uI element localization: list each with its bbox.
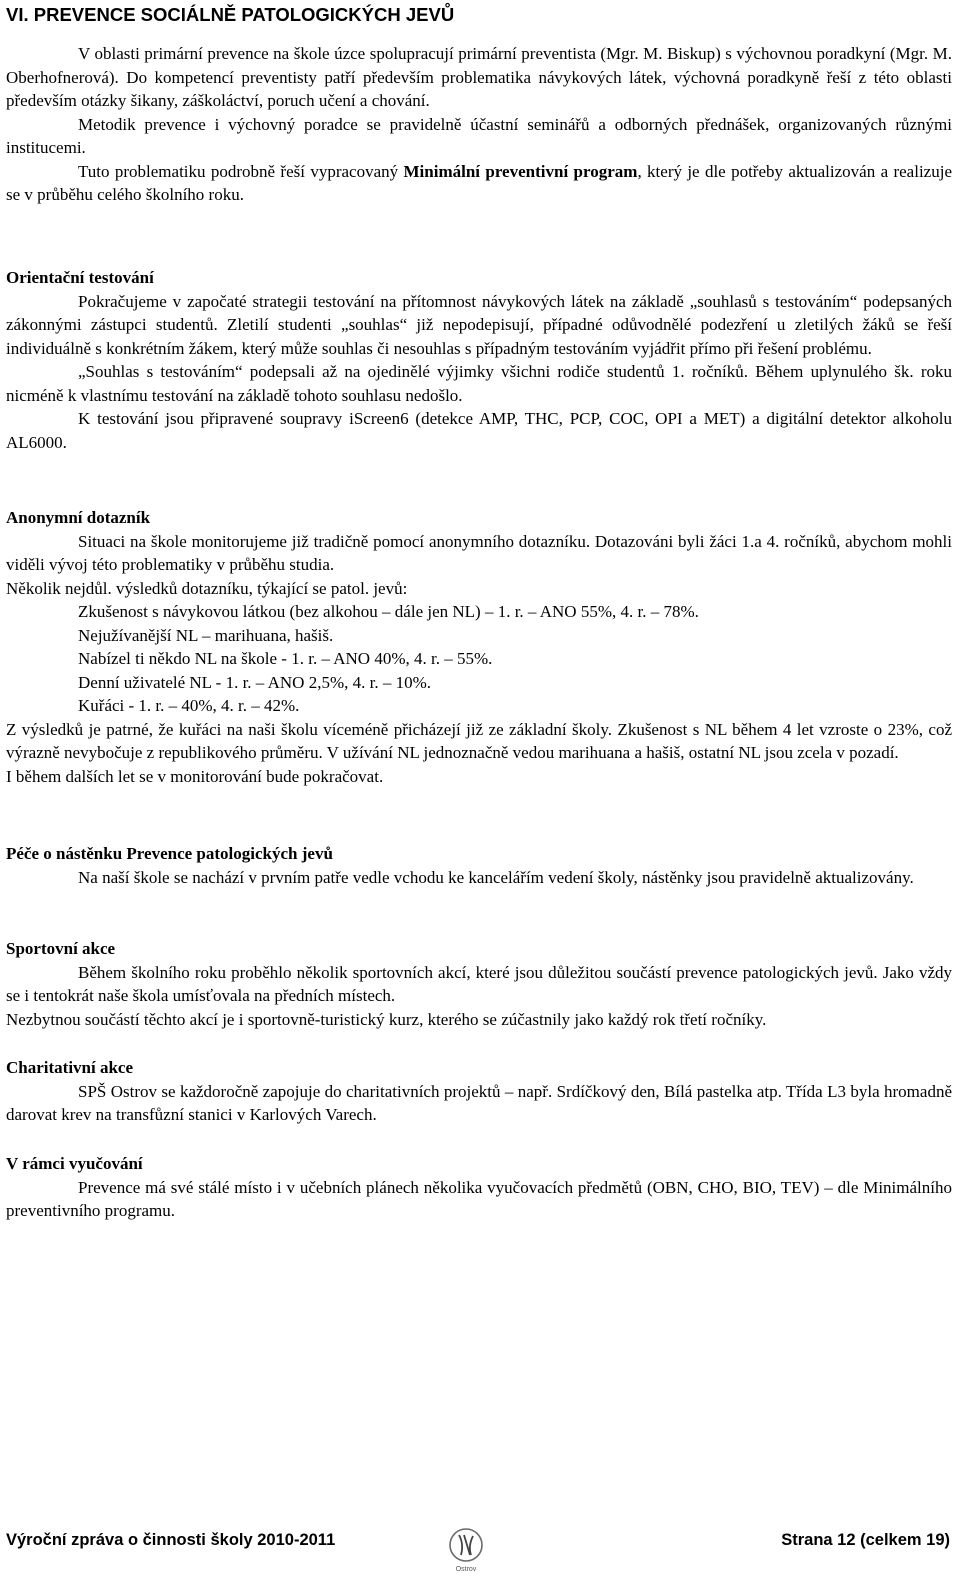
logo-mark [459,1535,473,1555]
intro-section [6,42,952,207]
testing-paragraph-1: Pokračujeme v započaté strategii testování na přítomnost návykových látek na základě „souhlasů s testováním“ podepsaných zákonnými zástupci studentů. Zletilí studenti „souhlas“ již nepodepisují, případné odůvodnělé podezření u zletilých žáků se řeší individuálně s konkrétním žákem, který může souhlas či nesouhlas s případným testováním vyjádřit přímo při řešení problému. [6,291,952,358]
teaching-heading: V rámci vyučování [6,1154,143,1173]
footer-report-title: Výroční zpráva o činnosti školy 2010-2011 [6,1531,336,1549]
survey-paragraph-2: Z výsledků je patrné, že kuřáci na naši školu víceméně přicházejí již ze základní školy. Zkušenost s NL během 4 let vzroste o 23%, což výrazně nevybočuje z republikového průměru. V užívání NL jednoznačně vedou marihuana a hašiš, ostatní NL jsou zcela v pozadí. [6,719,952,762]
teaching-paragraph-1: Prevence má své stálé místo i v učebních plánech několika vyučovacích předmětů (OBN, CHO, BIO, TEV) – dle Minimálního preventivního programu. [6,1177,952,1220]
survey-section [6,506,952,788]
sport-heading: Sportovní akce [6,939,116,958]
survey-result-item: Nejužívanější NL – marihuana, hašiš. [78,625,334,645]
survey-heading: Anonymní dotazník [6,508,151,527]
page-title: VI. PREVENCE SOCIÁLNĚ PATOLOGICKÝCH JEVŮ [6,4,455,25]
intro-paragraph-3 [6,160,952,207]
logo-ring [450,1529,482,1561]
survey-paragraph-3: I během dalších let se v monitorování bude pokračovat. [6,766,384,786]
board-heading: Péče o nástěnku Prevence patologických jevů [6,844,333,863]
intro-paragraph-2: Metodik prevence i výchovný poradce se pravidelně účastní seminářů a odborných přednášek, organizovaných různými institucemi. [6,114,952,157]
testing-heading: Orientační testování [6,268,154,287]
intro-p3-after: , který je dle potřeby aktualizován a realizuje se v průběhu celého školního roku. [6,161,952,204]
survey-paragraph-1: Situaci na škole monitorujeme již tradičně pomocí anonymního dotazníku. Dotazováni byli žáci 1.a 4. ročníků, abychom mohli viděli vývoj této problematiky v průběhu studia. [6,531,952,574]
survey-result-item: Nabízel ti někdo NL na škole - 1. r. – ANO 40%, 4. r. – 55%. [78,649,493,668]
intro-p3-before: Tuto problematiku podrobně řeší vypracovaný [78,161,404,181]
sport-paragraph-2: Nezbytnou součástí těchto akcí je i sportovně-turistický kurz, kterého se zúčastnily jako každý rok třetí ročníky. [6,1009,767,1029]
footer-page-number: Strana 12 (celkem 19) [781,1531,950,1549]
testing-paragraph-2: „Souhlas s testováním“ podepsali až na ojedinělé výjimky všichni rodiče studentů 1. ročníků. Během uplynulého šk. roku nicméně k vlastnímu testování na základě tohoto souhlasu nedošlo. [6,362,952,405]
school-logo-icon [446,1524,486,1574]
program-name: Minimální preventivní program [403,161,638,181]
charity-paragraph-1: SPŠ Ostrov se každoročně zapojuje do charitativních projektů – např. Srdíčkový den, Bílá pastelka atp. Třída L3 byla hromadně darovat krev na transfůzní stanici v Karlových Varech. [6,1081,952,1124]
testing-section [6,266,952,454]
board-section [6,842,952,889]
survey-result-item: Denní uživatelé NL - 1. r. – ANO 2,5%, 4. r. – 10%. [78,672,431,692]
logo-text: Ostrov [455,1566,477,1573]
charity-heading: Charitativní akce [6,1058,134,1077]
sport-paragraph-1: Během školního roku proběhlo několik sportovních akcí, které jsou důležitou součástí prevence patologických jevů. Jako vždy se i tentokrát naše škola umísťovala na předních místech. [6,962,952,1005]
testing-paragraph-3: K testování jsou připravené soupravy iScreen6 (detekce AMP, THC, PCP, COC, OPI a MET) a digitální detektor alkoholu AL6000. [6,409,952,452]
sport-section [6,937,952,1031]
survey-result-item: Zkušenost s návykovou látkou (bez alkohou – dále jen NL) – 1. r. – ANO 55%, 4. r. – 78%. [78,602,699,621]
survey-result-item: Kuřáci - 1. r. – 40%, 4. r. – 42%. [78,696,300,715]
charity-section [6,1056,952,1127]
teaching-section [6,1152,952,1223]
board-paragraph-1: Na naší škole se nachází v prvním patře vedle vchodu ke kancelářím vedení školy, nástěnky jsou pravidelně aktualizovány. [78,867,914,887]
survey-results-label: Několik nejdůl. výsledků dotazníku, týkající se patol. jevů: [6,578,408,598]
intro-paragraph-1: V oblasti primární prevence na škole úzce spolupracují primární preventista (Mgr. M. Biskup) s výchovnou poradkyní (Mgr. M. Oberhofnerová). Do kompetencí preventisty patří především problematika návykových látek, výchovná poradkyně řeší z této oblasti především otázky šikany, záškoláctví, poruch učení a chování. [6,44,952,110]
